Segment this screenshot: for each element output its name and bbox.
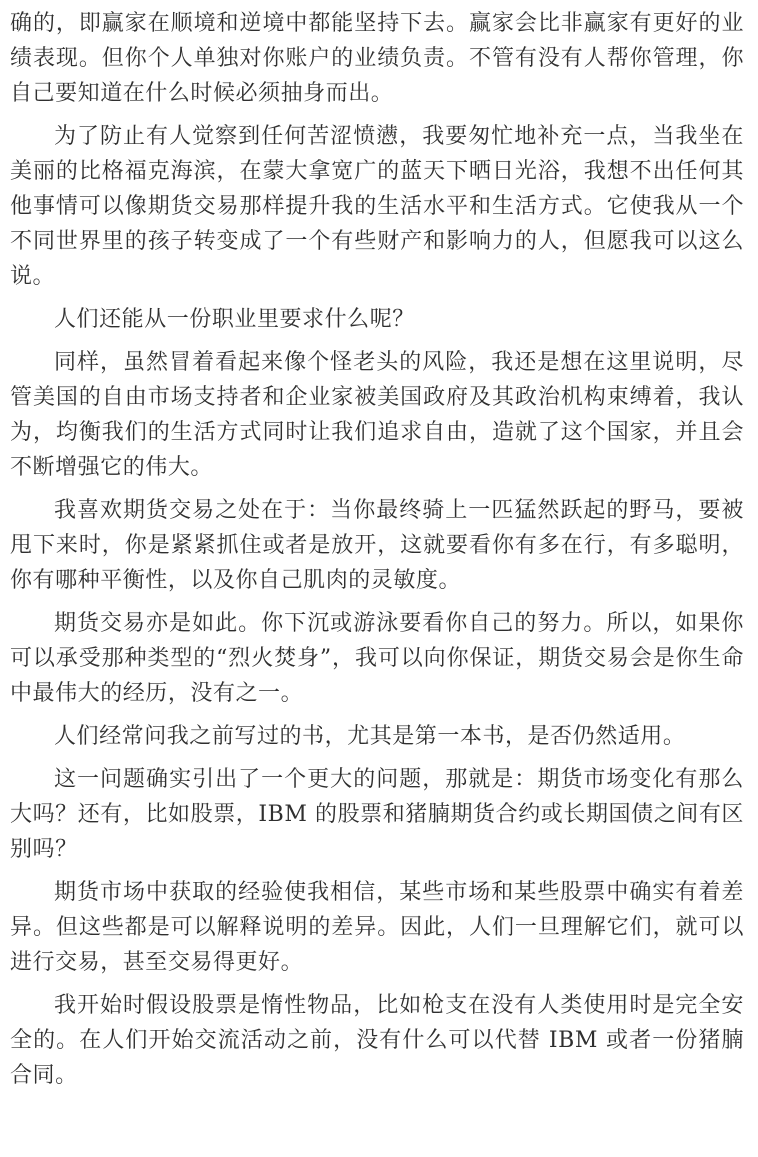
paragraph-8: 这一问题确实引出了一个更大的问题，那就是：期货市场变化有那么大吗？还有，比如股票，IBM 的股票和猪腩期货合约或长期国债之间有区别吗？ <box>10 767 744 862</box>
paragraph-2: 为了防止有人觉察到任何苦涩愤懑，我要匆忙地补充一点，当我坐在美丽的比格福克海滨，在蒙大拿宽广的蓝天下晒日光浴，我想不出任何其他事情可以像期货交易那样提升我的生活水平和生活方式。它使我从一个不同世界里的孩子转变成了一个有些财产和影响力的人，但愿我可以这么说。 <box>10 124 744 289</box>
paragraph-9: 期货市场中获取的经验使我相信，某些市场和某些股票中确实有着差异。但这些都是可以解释说明的差异。因此，人们一旦理解它们，就可以进行交易，甚至交易得更好。 <box>10 880 744 975</box>
paragraph-10: 我开始时假设股票是惰性物品，比如枪支在没有人类使用时是完全安全的。在人们开始交流活动之前，没有什么可以代替 IBM 或者一份猪腩合同。 <box>10 993 744 1088</box>
paragraph-3: 人们还能从一份职业里要求什么呢？ <box>54 307 415 332</box>
paragraph-7: 人们经常问我之前写过的书，尤其是第一本书，是否仍然适用。 <box>54 724 686 749</box>
paragraph-1: 确的，即赢家在顺境和逆境中都能坚持下去。赢家会比非赢家有更好的业绩表现。但你个人单独对你账户的业绩负责。不管有没有人帮你管理，你自己要知道在什么时候必须抽身而出。 <box>10 11 744 106</box>
paragraph-4: 同样，虽然冒着看起来像个怪老头的风险，我还是想在这里说明，尽管美国的自由市场支持者和企业家被美国政府及其政治机构束缚着，我认为，均衡我们的生活方式同时让我们追求自由，造就了这个国家，并且会不断增强它的伟大。 <box>10 350 744 480</box>
paragraph-6: 期货交易亦是如此。你下沉或游泳要看你自己的努力。所以，如果你可以承受那种类型的“烈火焚身”，我可以向你保证，期货交易会是你生命中最伟大的经历，没有之一。 <box>10 611 744 706</box>
paragraph-5: 我喜欢期货交易之处在于：当你最终骑上一匹猛然跃起的野马，要被甩下来时，你是紧紧抓住或者是放开，这就要看你有多在行，有多聪明，你有哪种平衡性，以及你自己肌肉的灵敏度。 <box>10 498 744 593</box>
